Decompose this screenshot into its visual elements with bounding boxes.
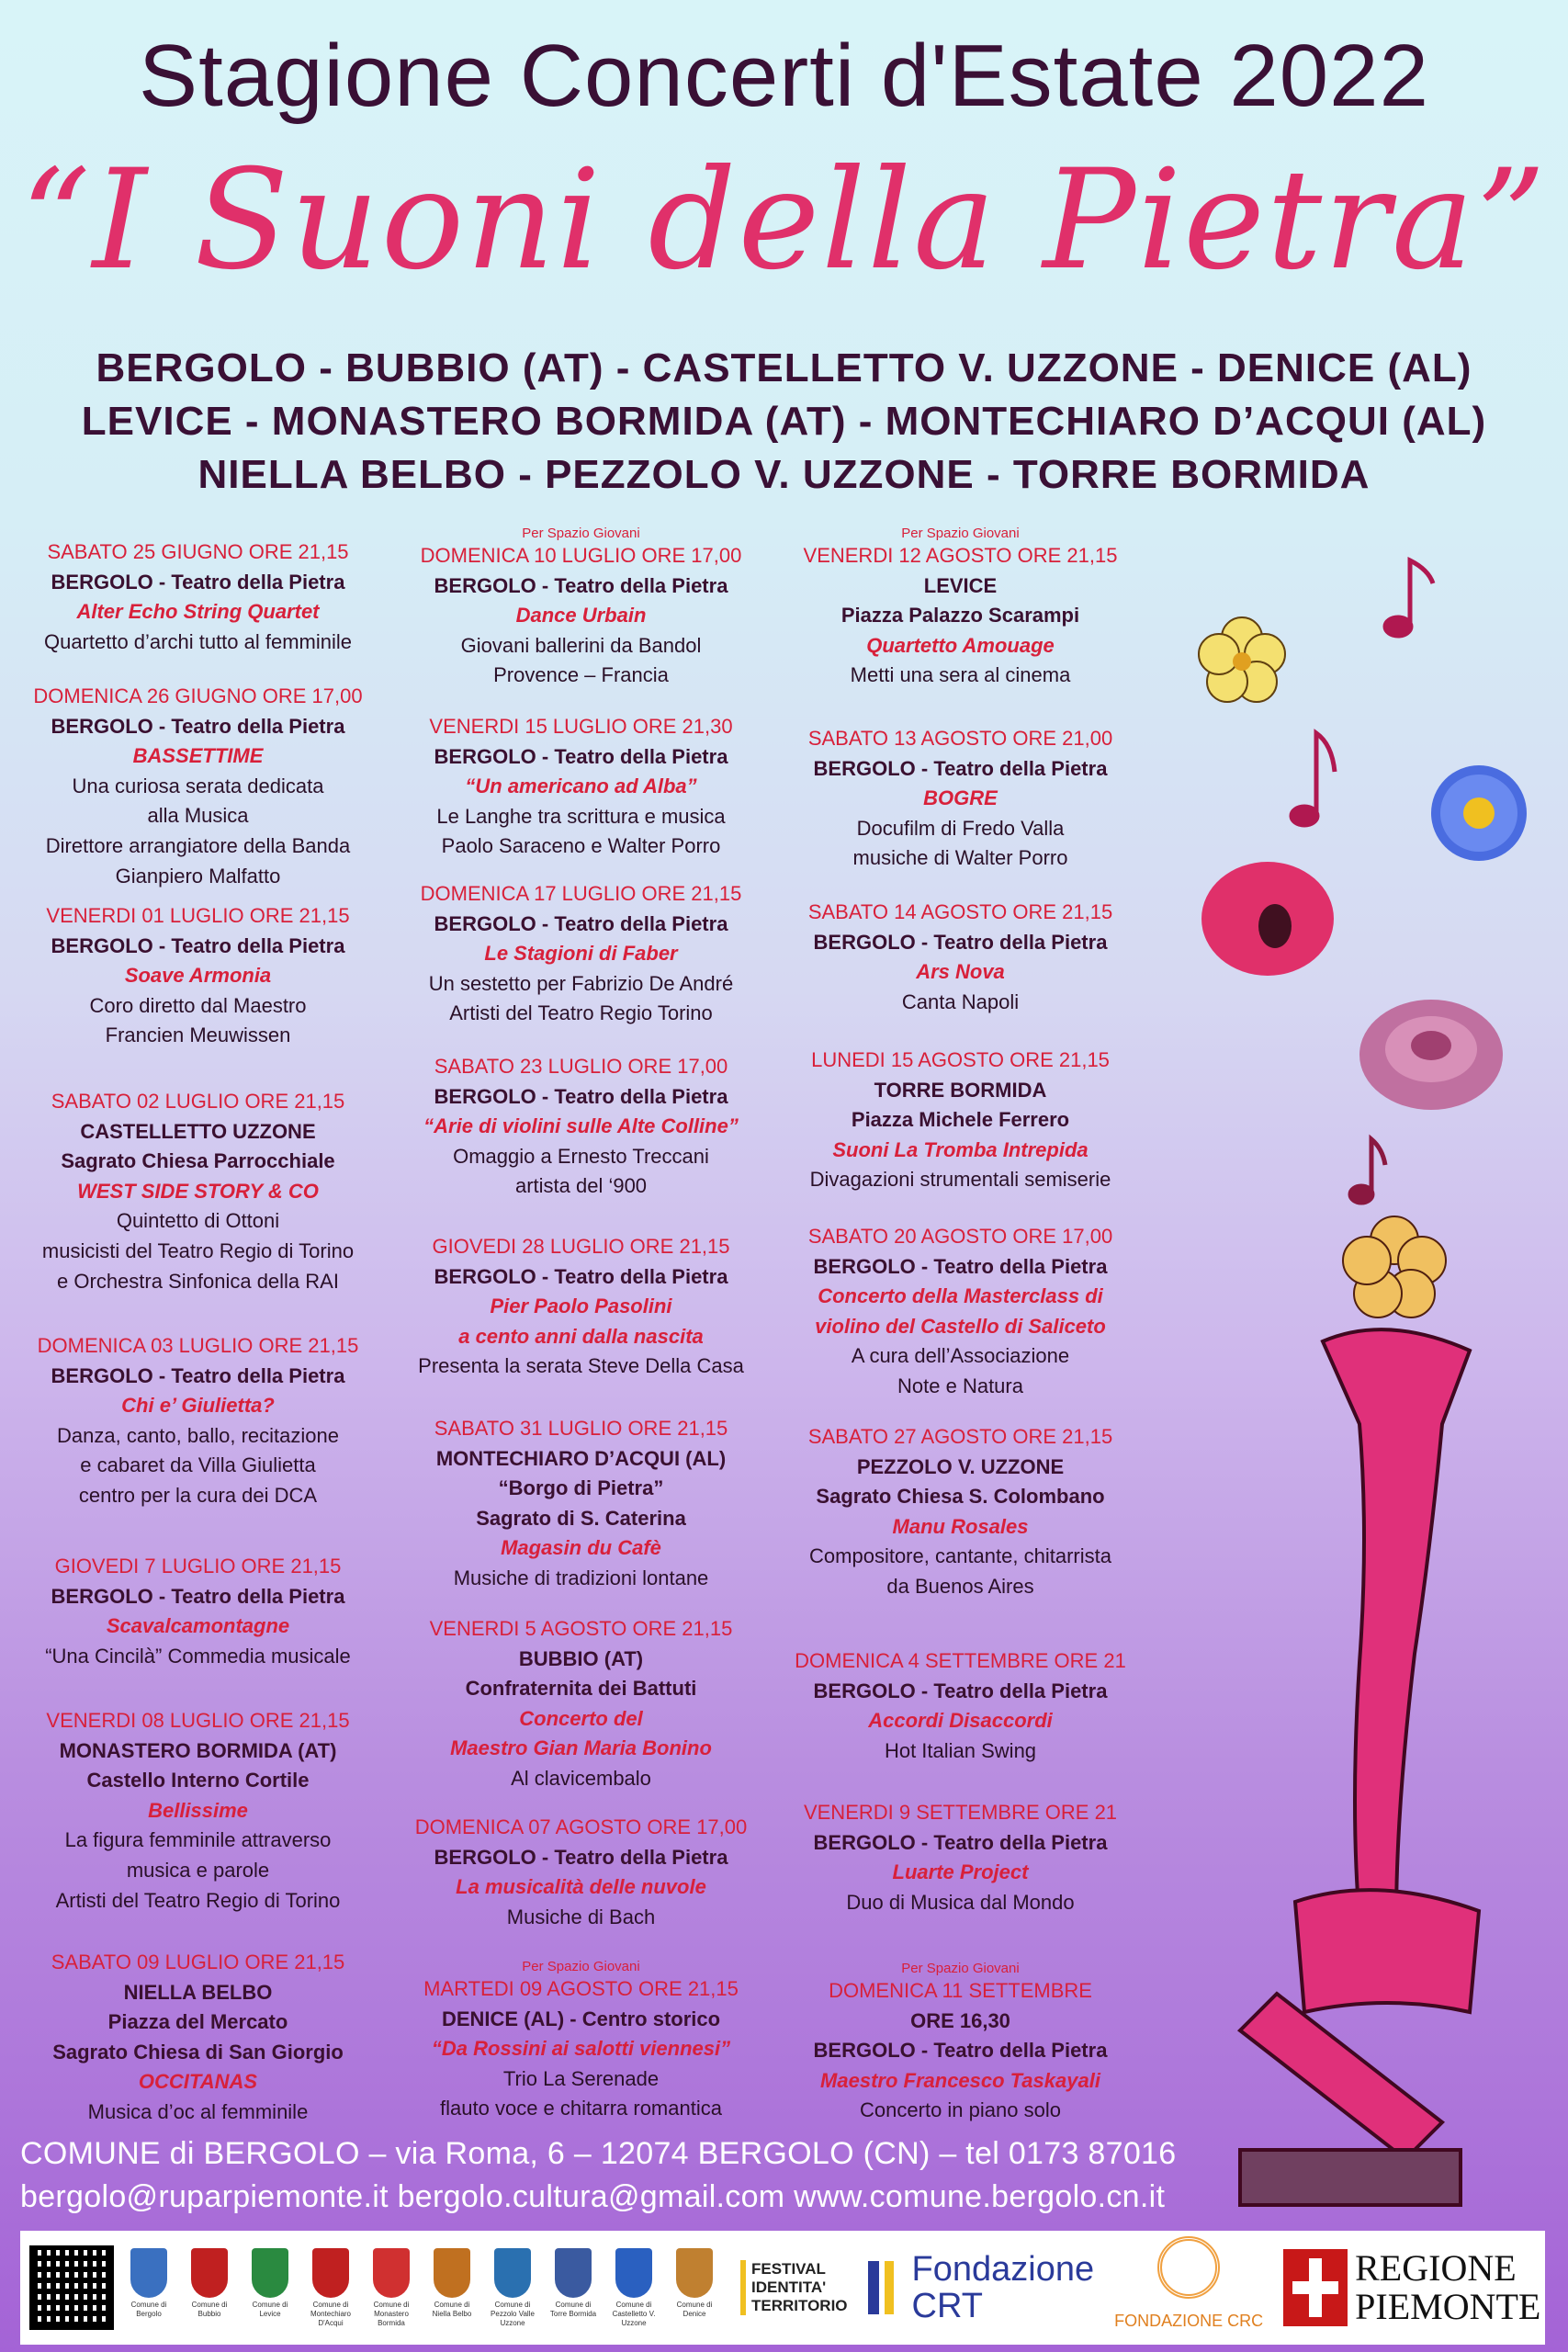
concert-event <box>7 537 389 657</box>
event-description: musicisti del Teatro Regio di Torino <box>41 1238 355 1262</box>
event-title: “Un americano ad Alba” <box>465 775 697 798</box>
crc-rings-icon <box>1157 2236 1220 2299</box>
event-description: Un sestetto per Fabrizio De André <box>428 971 734 995</box>
crest-shield-icon <box>373 2248 410 2298</box>
event-venue: Piazza Palazzo Scarampi <box>840 604 1080 628</box>
concert-event <box>770 1422 1151 1602</box>
concert-event <box>770 1798 1151 1917</box>
event-description: flauto voce e chitarra romantica <box>440 2097 722 2120</box>
event-venue: BERGOLO - Teatro della Pietra <box>434 1084 728 1108</box>
event-description: Paolo Saraceno e Walter Porro <box>441 834 721 858</box>
event-venue: BERGOLO - Teatro della Pietra <box>51 1363 345 1387</box>
event-title: WEST SIDE STORY & CO <box>77 1179 319 1203</box>
event-description: Danza, canto, ballo, recitazione <box>57 1423 339 1447</box>
crest-shield-icon <box>676 2248 713 2298</box>
event-description: Provence – Francia <box>493 663 669 687</box>
event-description: “Una Cincilà” Commedia musicale <box>45 1644 351 1668</box>
crt-mark-icon <box>868 2261 905 2314</box>
decorative-illustration <box>1167 542 1562 2223</box>
event-description: Artisti del Teatro Regio di Torino <box>55 1888 341 1912</box>
event-description: artista del ‘900 <box>514 1174 648 1198</box>
event-description: Canta Napoli <box>901 989 1020 1013</box>
event-title: “Arie di violini sulle Alte Colline” <box>423 1114 739 1138</box>
event-venue: BERGOLO - Teatro della Pietra <box>813 1830 1108 1854</box>
qr-code-icon[interactable] <box>29 2245 114 2330</box>
event-title: Le Stagioni di Faber <box>484 942 678 966</box>
event-description: Direttore arrangiatore della Banda <box>45 833 351 857</box>
event-description: A cura dell’Associazione <box>851 1344 1070 1368</box>
crest-label: Comune di Montechiaro D'Acqui <box>310 2300 352 2327</box>
event-description: La figura femminile attraverso <box>64 1828 332 1852</box>
concert-event <box>770 1046 1151 1195</box>
concert-event <box>390 712 772 862</box>
concert-event <box>390 1614 772 1794</box>
event-venue: CASTELLETTO UZZONE <box>80 1119 316 1143</box>
event-venue: Confraternita dei Battuti <box>465 1677 697 1701</box>
event-description: Le Langhe tra scrittura e musica <box>436 804 726 828</box>
event-title: Dance Urbain <box>515 604 647 628</box>
event-title: Scavalcamontagne <box>106 1614 290 1638</box>
event-description: Francien Meuwissen <box>105 1023 291 1047</box>
event-description: e cabaret da Villa Giulietta <box>80 1453 316 1477</box>
concert-event <box>390 879 772 1029</box>
fondazione-crt-logo: Fondazione CRT <box>868 2251 1095 2324</box>
event-date: VENERDI 15 LUGLIO ORE 21,30 <box>429 715 733 738</box>
event-venue: Castello Interno Cortile <box>86 1769 310 1792</box>
event-description: Gianpiero Malfatto <box>115 864 281 888</box>
crest-label: Comune di Monastero Bormida <box>373 2300 410 2327</box>
event-date: DOMENICA 17 LUGLIO ORE 21,15 <box>420 882 742 905</box>
town-crest <box>184 2248 235 2328</box>
concert-event <box>770 526 1151 691</box>
town-crest <box>487 2248 538 2328</box>
town-crest <box>608 2248 660 2328</box>
fondazione-crc-logo: FONDAZIONE CRC <box>1114 2236 1263 2339</box>
event-date: SABATO 13 AGOSTO ORE 21,00 <box>807 727 1113 750</box>
festival-logo: FESTIVAL IDENTITA' TERRITORIO <box>740 2260 848 2315</box>
concert-event <box>7 1552 389 1671</box>
event-title: Ars Nova <box>916 960 1005 984</box>
music-note-icon <box>1350 1139 1385 1203</box>
blue-flower-icon <box>1431 765 1527 861</box>
event-date: SABATO 09 LUGLIO ORE 21,15 <box>51 1951 345 1973</box>
event-title: violino del Castello di Saliceto <box>815 1314 1106 1338</box>
concert-event <box>770 1222 1151 1402</box>
event-description: Coro diretto dal Maestro <box>89 993 307 1017</box>
concert-event <box>7 1331 389 1511</box>
event-venue: BERGOLO - Teatro della Pietra <box>813 930 1108 954</box>
event-title: Chi e’ Giulietta? <box>121 1394 275 1418</box>
event-venue: BERGOLO - Teatro della Pietra <box>813 2039 1108 2063</box>
event-title: Luarte Project <box>892 1860 1029 1884</box>
crest-label: Comune di Pezzolo Valle Uzzone <box>491 2300 535 2327</box>
town-crest <box>123 2248 175 2328</box>
event-title: OCCITANAS <box>138 2070 258 2094</box>
event-venue: BERGOLO - Teatro della Pietra <box>434 744 728 768</box>
concert-event <box>390 1813 772 1932</box>
trumpet-icon <box>1240 1329 1479 2205</box>
contact-emails: bergolo@ruparpiemonte.it bergolo.cultura@gmail.com www.comune.bergolo.cn.it <box>20 2179 1166 2214</box>
event-date: SABATO 23 LUGLIO ORE 17,00 <box>434 1055 728 1078</box>
event-date: VENERDI 9 SETTEMBRE ORE 21 <box>803 1801 1118 1824</box>
music-note-icon <box>1385 560 1433 636</box>
concert-event <box>390 526 772 691</box>
town-crests <box>114 2248 720 2328</box>
event-title: Concerto della Masterclass di <box>818 1284 1103 1308</box>
crest-shield-icon <box>615 2248 652 2298</box>
event-venue: BERGOLO - Teatro della Pietra <box>51 570 345 594</box>
concert-event <box>770 1646 1151 1766</box>
town-crest <box>426 2248 478 2328</box>
crest-label: Comune di Niella Belbo <box>432 2300 472 2318</box>
event-description: Compositore, cantante, chitarrista <box>809 1544 1111 1568</box>
event-venue: MONASTERO BORMIDA (AT) <box>59 1738 337 1762</box>
pink-rose-icon <box>1359 1000 1503 1110</box>
event-date: VENERDI 08 LUGLIO ORE 21,15 <box>46 1709 350 1732</box>
event-title: Suoni La Tromba Intrepida <box>832 1137 1089 1161</box>
event-description: Al clavicembalo <box>511 1766 651 1790</box>
event-description: Concerto in piano solo <box>860 2098 1061 2122</box>
event-venue: Sagrato Chiesa S. Colombano <box>816 1485 1105 1509</box>
event-note: Per Spazio Giovani <box>522 526 640 541</box>
concert-event <box>7 1706 389 1916</box>
sponsor-logos-bar <box>20 2231 1545 2345</box>
event-date: SABATO 31 LUGLIO ORE 21,15 <box>434 1417 728 1440</box>
event-title: Concerto del <box>519 1706 643 1730</box>
event-description: Omaggio a Ernesto Treccani <box>453 1144 709 1168</box>
event-venue: BERGOLO - Teatro della Pietra <box>434 1845 728 1869</box>
event-date: GIOVEDI 7 LUGLIO ORE 21,15 <box>54 1555 342 1577</box>
red-poppy-icon <box>1201 862 1334 976</box>
event-venue: Sagrato Chiesa di San Giorgio <box>52 2040 344 2064</box>
yellow-flower-icon <box>1199 617 1285 702</box>
event-title: Maestro Gian Maria Bonino <box>450 1736 712 1760</box>
event-title: Maestro Francesco Taskayali <box>820 2068 1100 2092</box>
event-note: Per Spazio Giovani <box>522 1959 640 1974</box>
event-date: DOMENICA 07 AGOSTO ORE 17,00 <box>414 1815 748 1838</box>
crest-label: Comune di Torre Bormida <box>549 2300 597 2318</box>
event-title: Accordi Disaccordi <box>868 1709 1053 1733</box>
event-date: DOMENICA 10 LUGLIO ORE 17,00 <box>420 544 742 567</box>
concert-event <box>770 898 1151 1017</box>
regione-piemonte-logo: REGIONE PIEMONTE <box>1283 2249 1540 2326</box>
event-venue: Sagrato Chiesa Parrocchiale <box>61 1149 335 1173</box>
concert-event <box>7 1948 389 2128</box>
event-description: e Orchestra Sinfonica della RAI <box>57 1269 339 1293</box>
concert-event <box>390 1232 772 1382</box>
event-venue: TORRE BORMIDA <box>874 1078 1047 1102</box>
event-title: Manu Rosales <box>892 1514 1029 1538</box>
concert-event <box>390 1414 772 1594</box>
piemonte-shield-icon <box>1283 2249 1348 2326</box>
concert-event <box>770 1962 1151 2126</box>
town-crest <box>669 2248 720 2328</box>
event-venue: BERGOLO - Teatro della Pietra <box>434 573 728 597</box>
event-venue: NIELLA BELBO <box>123 1980 273 2004</box>
event-date: VENERDI 5 AGOSTO ORE 21,15 <box>429 1617 733 1640</box>
event-description: Artisti del Teatro Regio Torino <box>449 1001 713 1025</box>
event-description: Musica d’oc al femminile <box>87 2099 309 2123</box>
event-venue: BERGOLO - Teatro della Pietra <box>813 1679 1108 1702</box>
event-description: Duo di Musica dal Mondo <box>846 1890 1075 1914</box>
crest-shield-icon <box>252 2248 288 2298</box>
event-description: Giovani ballerini da Bandol <box>460 633 702 657</box>
crest-label: Comune di Castelletto V. Uzzone <box>612 2300 656 2327</box>
concert-event <box>390 1960 772 2124</box>
event-description: centro per la cura dei DCA <box>78 1483 318 1507</box>
concert-event <box>7 1087 389 1296</box>
event-venue: PEZZOLO V. UZZONE <box>856 1454 1065 1478</box>
event-description: Presenta la serata Steve Della Casa <box>418 1354 744 1378</box>
concert-event <box>390 1052 772 1202</box>
event-venue: BERGOLO - Teatro della Pietra <box>813 756 1108 780</box>
event-date: GIOVEDI 28 LUGLIO ORE 21,15 <box>432 1235 730 1258</box>
event-description: Quintetto di Ottoni <box>116 1209 280 1233</box>
event-description: musica e parole <box>126 1858 270 1882</box>
poster-title: Stagione Concerti d'Estate 2022 <box>139 27 1429 125</box>
event-venue: BERGOLO - Teatro della Pietra <box>51 714 345 738</box>
event-venue: BERGOLO - Teatro della Pietra <box>51 933 345 957</box>
event-title: Soave Armonia <box>124 964 272 988</box>
event-date: DOMENICA 26 GIUGNO ORE 17,00 <box>33 684 363 707</box>
event-title: BASSETTIME <box>132 744 264 768</box>
crest-shield-icon <box>555 2248 592 2298</box>
event-note: Per Spazio Giovani <box>901 526 1020 541</box>
event-date: DOMENICA 4 SETTEMBRE ORE 21 <box>795 1649 1126 1672</box>
event-title: Quartetto Amouage <box>866 633 1055 657</box>
towns-line: NIELLA BELBO - PEZZOLO V. UZZONE - TORRE BORMIDA <box>197 452 1371 497</box>
event-description: Musiche di tradizioni lontane <box>453 1566 709 1589</box>
event-description: musiche di Walter Porro <box>852 846 1068 870</box>
event-venue: BUBBIO (AT) <box>518 1646 644 1670</box>
event-venue: DENICE (AL) - Centro storico <box>441 2007 721 2030</box>
event-note: Per Spazio Giovani <box>901 1961 1020 1976</box>
contact-address: COMUNE di BERGOLO – via Roma, 6 – 12074 BERGOLO (CN) – tel 0173 87016 <box>20 2136 1177 2171</box>
event-date: SABATO 02 LUGLIO ORE 21,15 <box>51 1090 345 1113</box>
event-description: Note e Natura <box>897 1374 1023 1397</box>
event-title: Bellissime <box>148 1798 248 1822</box>
crest-shield-icon <box>312 2248 349 2298</box>
event-date: MARTEDI 09 AGOSTO ORE 21,15 <box>423 1977 739 2000</box>
event-venue: BERGOLO - Teatro della Pietra <box>813 1254 1108 1278</box>
event-venue: Piazza del Mercato <box>107 2010 288 2034</box>
concert-event <box>7 901 389 1051</box>
town-crest <box>244 2248 296 2328</box>
crest-label: Comune di Bubbio <box>191 2300 228 2318</box>
event-venue: Sagrato di S. Caterina <box>476 1506 686 1530</box>
crest-shield-icon <box>130 2248 167 2298</box>
event-date: SABATO 27 AGOSTO ORE 21,15 <box>807 1425 1113 1448</box>
town-crest <box>305 2248 356 2328</box>
crest-label: Comune di Denice <box>676 2300 713 2318</box>
towns-line: LEVICE - MONASTERO BORMIDA (AT) - MONTECHIARO D’ACQUI (AL) <box>81 399 1487 444</box>
event-description: Una curiosa serata dedicata <box>72 774 324 797</box>
event-venue: Piazza Michele Ferrero <box>851 1108 1070 1132</box>
event-title: “Da Rossini ai salotti viennesi” <box>431 2037 731 2061</box>
crest-label: Comune di Bergolo <box>130 2300 167 2318</box>
event-description: Trio La Serenade <box>502 2066 660 2090</box>
event-venue: “Borgo di Pietra” <box>498 1476 664 1500</box>
event-date: SABATO 20 AGOSTO ORE 17,00 <box>807 1225 1113 1248</box>
concert-event <box>770 724 1151 874</box>
poster-subtitle: “I Suoni della Pietra” <box>19 141 1549 300</box>
event-date: SABATO 25 GIUGNO ORE 21,15 <box>47 540 349 563</box>
event-description: Musiche di Bach <box>506 1905 656 1928</box>
event-venue: BERGOLO - Teatro della Pietra <box>51 1584 345 1608</box>
event-date: DOMENICA 03 LUGLIO ORE 21,15 <box>37 1334 359 1357</box>
crest-shield-icon <box>191 2248 228 2298</box>
event-title: BOGRE <box>923 786 998 810</box>
event-time: ORE 16,30 <box>910 2008 1010 2032</box>
event-date: VENERDI 12 AGOSTO ORE 21,15 <box>803 544 1118 567</box>
crest-shield-icon <box>494 2248 531 2298</box>
event-title: Pier Paolo Pasolini <box>490 1295 672 1318</box>
event-date: VENERDI 01 LUGLIO ORE 21,15 <box>46 904 350 927</box>
concert-event <box>7 682 389 891</box>
town-crest <box>366 2248 417 2328</box>
event-venue: MONTECHIARO D’ACQUI (AL) <box>435 1446 727 1470</box>
crest-label: Comune di Levice <box>252 2300 288 2318</box>
event-venue: BERGOLO - Teatro della Pietra <box>434 911 728 935</box>
event-title: a cento anni dalla nascita <box>458 1324 704 1348</box>
event-date: SABATO 14 AGOSTO ORE 21,15 <box>807 900 1113 923</box>
music-note-icon <box>1292 733 1335 825</box>
orange-flower-icon <box>1343 1216 1446 1317</box>
event-venue: BERGOLO - Teatro della Pietra <box>434 1264 728 1288</box>
event-description: da Buenos Aires <box>886 1574 1034 1598</box>
event-title: La musicalità delle nuvole <box>456 1875 706 1899</box>
event-date: LUNEDI 15 AGOSTO ORE 21,15 <box>811 1048 1110 1071</box>
towns-list <box>0 342 1568 502</box>
towns-line: BERGOLO - BUBBIO (AT) - CASTELLETTO V. UZZONE - DENICE (AL) <box>96 345 1472 390</box>
event-description: Divagazioni strumentali semiserie <box>809 1168 1111 1192</box>
event-description: Metti una sera al cinema <box>850 663 1071 687</box>
event-description: alla Musica <box>147 804 249 828</box>
crest-shield-icon <box>434 2248 470 2298</box>
event-date: DOMENICA 11 SETTEMBRE <box>829 1979 1092 2002</box>
event-description: Hot Italian Swing <box>884 1738 1037 1762</box>
event-description: Docufilm di Fredo Valla <box>856 816 1065 840</box>
event-venue: LEVICE <box>923 573 998 597</box>
event-title: Magasin du Cafè <box>501 1536 661 1560</box>
town-crest <box>547 2248 599 2328</box>
event-title: Alter Echo String Quartet <box>76 600 320 624</box>
event-description: Quartetto d’archi tutto al femminile <box>43 629 353 653</box>
